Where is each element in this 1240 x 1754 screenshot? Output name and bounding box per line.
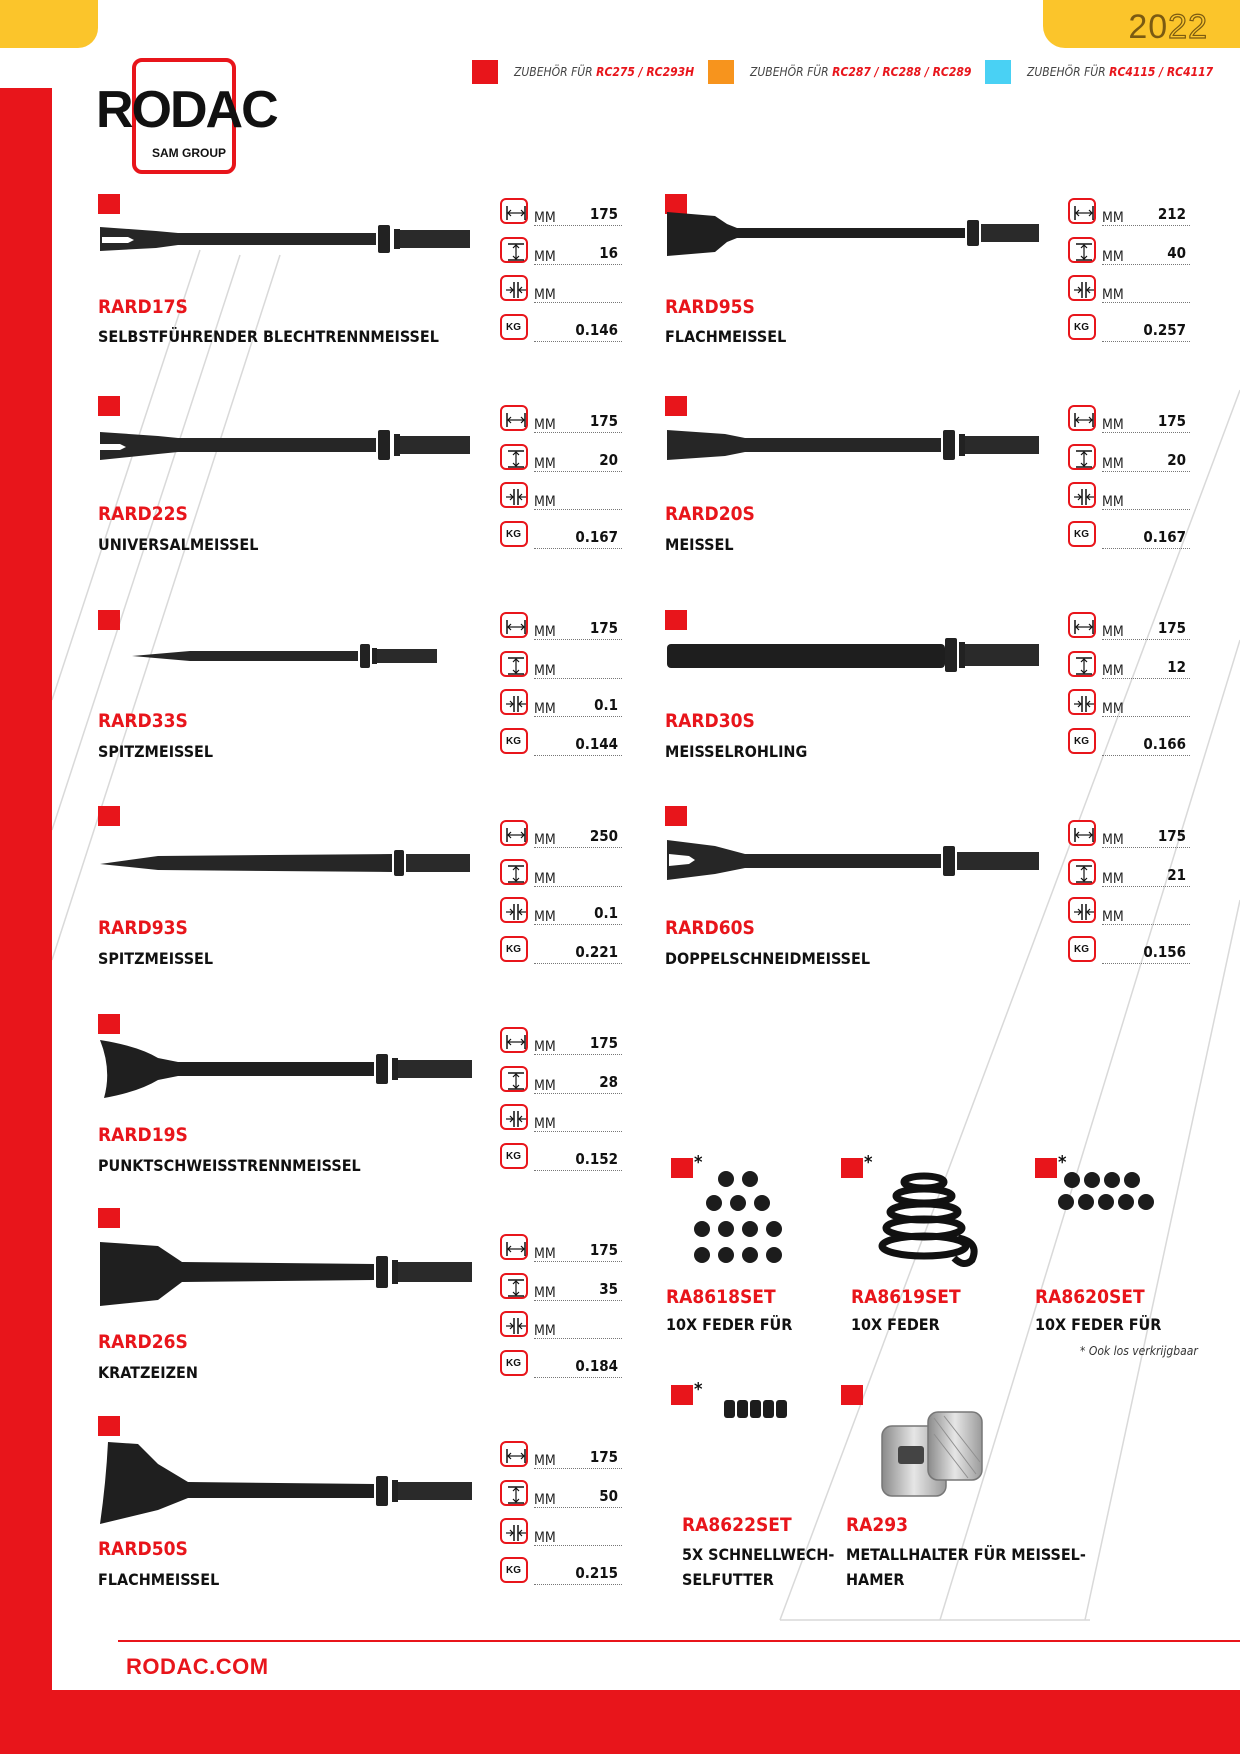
year-tab — [1043, 0, 1240, 48]
accessory-name: 10X FEDER FÜR — [666, 1315, 793, 1334]
accessory-name-line2: SELFUTTER — [682, 1570, 774, 1589]
compat-marker — [98, 1014, 120, 1034]
spec-row-length — [500, 1027, 622, 1057]
spec-value-width: 21 — [1167, 865, 1186, 884]
compat-marker — [98, 806, 120, 826]
dotted-leader — [534, 886, 622, 887]
compat-marker — [98, 610, 120, 630]
spec-unit: MM — [534, 287, 556, 303]
spec-row-length — [1068, 820, 1190, 850]
spec-value-length: 175 — [589, 1448, 618, 1466]
legend-swatch — [472, 60, 498, 84]
weight-icon: KG — [1068, 728, 1096, 754]
product-code: RARD30S — [665, 710, 755, 732]
spec-row-tip — [500, 1104, 622, 1134]
accessory-code: RA293 — [846, 1514, 909, 1536]
spec-row-tip — [500, 275, 622, 305]
spec-value-weight: 0.156 — [1143, 942, 1186, 961]
product-code: RARD93S — [98, 917, 188, 939]
bottom-red-band — [0, 1690, 1240, 1754]
spec-row-tip — [500, 482, 622, 512]
spec-unit: MM — [534, 455, 556, 472]
legend-models: RC287 / RC288 / RC289 — [832, 65, 972, 79]
length-icon — [1068, 612, 1096, 638]
length-icon — [1068, 405, 1096, 431]
dotted-leader — [534, 639, 622, 640]
dotted-leader — [534, 1545, 622, 1546]
spec-value-width: 12 — [1167, 657, 1186, 676]
legend-prefix: ZUBEHÖR FÜR — [750, 65, 833, 79]
spec-row-weight — [1068, 314, 1190, 344]
length-icon — [500, 1027, 528, 1053]
dotted-leader — [1102, 432, 1190, 433]
spec-value-width: 50 — [599, 1486, 618, 1505]
spec-value-length: 175 — [589, 1034, 618, 1052]
width-icon — [500, 1066, 528, 1092]
spec-unit: MM — [534, 662, 556, 679]
spec-unit: MM — [534, 1077, 556, 1094]
spec-row-width — [1068, 237, 1190, 267]
spec-unit: MM — [534, 832, 556, 848]
spec-row-width — [500, 651, 622, 681]
legend-prefix: ZUBEHÖR FÜR — [514, 65, 597, 79]
dotted-leader — [534, 678, 622, 679]
spec-row-length — [500, 405, 622, 435]
spec-row-weight — [500, 936, 622, 966]
tip-icon — [500, 482, 528, 508]
dotted-leader — [1102, 341, 1190, 342]
spec-value-length: 250 — [589, 827, 618, 845]
weight-icon: KG — [500, 1350, 528, 1376]
tip-icon — [1068, 482, 1096, 508]
tool-image-rard60s — [665, 834, 1045, 886]
spec-row-length — [500, 1234, 622, 1264]
product-name: SPITZMEISSEL — [98, 742, 214, 761]
spec-unit: MM — [1102, 210, 1124, 226]
spec-value-width: 20 — [599, 450, 618, 469]
compat-marker — [98, 194, 120, 214]
spec-unit: MM — [534, 909, 556, 925]
width-icon — [500, 237, 528, 263]
spec-row-weight — [500, 728, 622, 758]
spec-unit: MM — [534, 1323, 556, 1339]
legend-swatch — [708, 60, 734, 84]
spec-value-length: 175 — [1157, 619, 1186, 637]
spec-row-width — [500, 237, 622, 267]
accessory-code: RA8622SET — [682, 1514, 792, 1536]
width-icon — [1068, 651, 1096, 677]
spec-value-length: 175 — [1157, 412, 1186, 430]
spec-row-length — [1068, 405, 1190, 435]
tool-image-rard30s — [665, 632, 1045, 678]
dotted-leader — [534, 1338, 622, 1339]
spring-coil-image-ra8619set — [868, 1168, 988, 1276]
legend-prefix: ZUBEHÖR FÜR — [1027, 65, 1110, 79]
compat-marker — [98, 396, 120, 416]
spec-row-tip — [500, 897, 622, 927]
compat-marker — [665, 806, 687, 826]
spec-unit: MM — [534, 248, 556, 265]
dotted-leader — [1102, 639, 1190, 640]
availability-star: * — [1058, 1152, 1067, 1173]
spec-unit: MM — [534, 1491, 556, 1508]
product-name: FLACHMEISSEL — [665, 327, 787, 346]
spec-row-weight — [500, 1350, 622, 1380]
dotted-leader — [534, 1093, 622, 1094]
spec-value-width: 40 — [1167, 243, 1186, 262]
dotted-leader — [1102, 716, 1190, 717]
spec-row-weight — [1068, 728, 1190, 758]
spec-value-length: 212 — [1157, 205, 1186, 223]
dotted-leader — [534, 225, 622, 226]
accessory-code: RA8618SET — [666, 1286, 776, 1308]
length-icon — [500, 198, 528, 224]
tool-image-rard19s — [98, 1036, 478, 1100]
spec-unit: MM — [534, 494, 556, 510]
product-code: RARD22S — [98, 503, 188, 525]
spec-unit: MM — [534, 1453, 556, 1469]
dotted-leader — [534, 716, 622, 717]
compat-marker — [1035, 1158, 1057, 1178]
spec-value-length: 175 — [1157, 827, 1186, 845]
tool-image-rard33s — [130, 636, 450, 676]
spec-row-weight — [500, 314, 622, 344]
spec-row-width — [1068, 651, 1190, 681]
spec-row-length — [500, 198, 622, 228]
dotted-leader — [534, 1507, 622, 1508]
tip-icon — [1068, 689, 1096, 715]
width-icon — [1068, 444, 1096, 470]
tool-image-rard50s — [98, 1438, 478, 1528]
length-icon — [1068, 820, 1096, 846]
spec-unit: MM — [1102, 701, 1124, 717]
dotted-leader — [534, 548, 622, 549]
availability-note: * Ook los verkrijgbaar — [1080, 1344, 1198, 1358]
dotted-leader — [1102, 886, 1190, 887]
spec-value-tip: 0.1 — [594, 696, 618, 714]
spec-row-weight — [500, 1143, 622, 1173]
spec-unit: MM — [1102, 624, 1124, 640]
spec-row-length — [500, 820, 622, 850]
compat-marker — [841, 1158, 863, 1178]
spec-row-width — [500, 444, 622, 474]
compat-marker — [665, 396, 687, 416]
dotted-leader — [534, 755, 622, 756]
width-icon — [500, 651, 528, 677]
left-red-band — [0, 88, 52, 1754]
spec-value-weight: 0.184 — [575, 1356, 618, 1375]
dotted-leader — [534, 264, 622, 265]
spec-row-weight — [500, 521, 622, 551]
dotted-leader — [1102, 225, 1190, 226]
tip-icon — [500, 275, 528, 301]
accessory-code: RA8619SET — [851, 1286, 961, 1308]
tool-image-rard95s — [665, 208, 1045, 264]
product-code: RARD60S — [665, 917, 755, 939]
spec-unit: MM — [1102, 909, 1124, 925]
legend-item-red — [472, 60, 694, 84]
tool-image-rard93s — [98, 840, 478, 886]
dotted-leader — [534, 302, 622, 303]
spec-unit: MM — [534, 1284, 556, 1301]
weight-icon: KG — [500, 521, 528, 547]
product-name: DOPPELSCHNEIDMEISSEL — [665, 949, 870, 968]
compat-marker — [98, 1416, 120, 1436]
spec-unit: MM — [534, 1530, 556, 1546]
accessory-name-line2: HAMER — [846, 1570, 905, 1589]
spec-value-weight: 0.215 — [575, 1563, 618, 1582]
product-name: KRATZEIZEN — [98, 1363, 198, 1382]
dotted-leader — [534, 1054, 622, 1055]
compat-marker — [841, 1385, 863, 1405]
compat-marker — [671, 1385, 693, 1405]
spec-unit: MM — [534, 624, 556, 640]
product-name: PUNKTSCHWEISSTRENNMEISSEL — [98, 1156, 361, 1175]
dotted-leader — [1102, 924, 1190, 925]
logo-subtitle: SAM GROUP — [152, 146, 227, 160]
spec-value-width: 35 — [599, 1279, 618, 1298]
legend-item-cyan — [985, 60, 1213, 84]
spec-value-tip: 0.1 — [594, 904, 618, 922]
product-code: RARD33S — [98, 710, 188, 732]
tip-icon — [1068, 275, 1096, 301]
accessory-name: 10X FEDER — [851, 1315, 940, 1334]
spec-value-length: 175 — [589, 205, 618, 223]
tip-icon — [500, 897, 528, 923]
spec-row-width — [1068, 444, 1190, 474]
spec-row-tip — [500, 689, 622, 719]
spec-value-weight: 0.144 — [575, 734, 618, 753]
spec-row-weight — [1068, 936, 1190, 966]
tip-icon — [500, 1518, 528, 1544]
weight-icon: KG — [500, 1557, 528, 1583]
spec-row-width — [500, 859, 622, 889]
product-code: RARD17S — [98, 296, 188, 318]
spec-unit: MM — [534, 870, 556, 887]
accessory-name-line1: METALLHALTER FÜR MEISSEL- — [846, 1545, 1086, 1564]
dotted-leader — [1102, 678, 1190, 679]
spec-unit: MM — [534, 1039, 556, 1055]
tool-image-rard22s — [98, 422, 478, 468]
product-name: SELBSTFÜHRENDER BLECHTRENNMEISSEL — [98, 327, 439, 346]
length-icon — [500, 1441, 528, 1467]
dotted-leader — [534, 1261, 622, 1262]
spec-row-width — [500, 1480, 622, 1510]
spec-row-tip — [1068, 275, 1190, 305]
dotted-leader — [534, 509, 622, 510]
dotted-leader — [534, 471, 622, 472]
dotted-leader — [534, 1300, 622, 1301]
dotted-leader — [1102, 264, 1190, 265]
spec-row-length — [500, 1441, 622, 1471]
tip-icon — [500, 689, 528, 715]
tip-icon — [500, 1311, 528, 1337]
dotted-leader — [1102, 471, 1190, 472]
dotted-leader — [1102, 847, 1190, 848]
spec-row-width — [1068, 859, 1190, 889]
legend-swatch — [985, 60, 1011, 84]
weight-icon: KG — [1068, 314, 1096, 340]
spec-row-tip — [500, 1518, 622, 1548]
dotted-leader — [534, 1170, 622, 1171]
spec-value-width: 20 — [1167, 450, 1186, 469]
availability-star: * — [694, 1152, 703, 1173]
length-icon — [1068, 198, 1096, 224]
spec-row-weight — [1068, 521, 1190, 551]
product-name: UNIVERSALMEISSEL — [98, 535, 259, 554]
weight-icon: KG — [500, 314, 528, 340]
rodac-logo — [96, 56, 280, 178]
length-icon — [500, 1234, 528, 1260]
compat-marker — [665, 610, 687, 630]
tool-image-rard17s — [98, 215, 478, 261]
dotted-leader — [1102, 548, 1190, 549]
spec-row-width — [500, 1273, 622, 1303]
spec-row-width — [500, 1066, 622, 1096]
width-icon — [1068, 237, 1096, 263]
spec-value-length: 175 — [589, 1241, 618, 1259]
tip-icon — [1068, 897, 1096, 923]
spec-unit: MM — [1102, 662, 1124, 679]
spec-value-length: 175 — [589, 412, 618, 430]
spec-row-tip — [500, 1311, 622, 1341]
spec-unit: MM — [534, 210, 556, 226]
accessory-code: RA8620SET — [1035, 1286, 1145, 1308]
weight-icon: KG — [1068, 521, 1096, 547]
footer-divider — [118, 1640, 1240, 1642]
accessory-name-line1: 5X SCHNELLWECH- — [682, 1545, 835, 1564]
width-icon — [1068, 859, 1096, 885]
weight-icon: KG — [500, 728, 528, 754]
spec-value-weight: 0.166 — [1143, 734, 1186, 753]
spec-row-length — [1068, 612, 1190, 642]
accessory-name: 10X FEDER FÜR — [1035, 1315, 1162, 1334]
length-icon — [500, 405, 528, 431]
spec-row-tip — [1068, 482, 1190, 512]
length-icon — [500, 612, 528, 638]
dotted-leader — [534, 1377, 622, 1378]
spec-row-weight — [500, 1557, 622, 1587]
springs-image-ra8620set — [1058, 1168, 1164, 1220]
spec-value-weight: 0.152 — [575, 1149, 618, 1168]
dotted-leader — [534, 1131, 622, 1132]
tool-image-rard20s — [665, 422, 1045, 468]
corner-tab-left — [0, 0, 98, 48]
spec-value-weight: 0.167 — [575, 527, 618, 546]
spec-value-weight: 0.257 — [1143, 320, 1186, 339]
dotted-leader — [534, 432, 622, 433]
product-name: SPITZMEISSEL — [98, 949, 214, 968]
dotted-leader — [1102, 755, 1190, 756]
weight-icon: KG — [1068, 936, 1096, 962]
spec-unit: MM — [534, 1116, 556, 1132]
spec-unit: MM — [1102, 494, 1124, 510]
spec-value-weight: 0.167 — [1143, 527, 1186, 546]
availability-star: * — [694, 1379, 703, 1400]
width-icon — [500, 1273, 528, 1299]
chucks-image-ra8622set — [722, 1398, 792, 1420]
legend-models: RC275 / RC293H — [596, 65, 695, 79]
spec-value-width: 16 — [599, 243, 618, 262]
spec-unit: MM — [534, 701, 556, 717]
spec-value-weight: 0.221 — [575, 942, 618, 961]
dotted-leader — [534, 341, 622, 342]
logo-text: RODAC — [96, 81, 277, 139]
spec-row-tip — [1068, 689, 1190, 719]
dotted-leader — [534, 963, 622, 964]
product-code: RARD50S — [98, 1538, 188, 1560]
spec-unit: MM — [1102, 287, 1124, 303]
tip-icon — [500, 1104, 528, 1130]
retainer-image-ra293 — [872, 1406, 992, 1502]
spec-unit: MM — [534, 417, 556, 433]
product-code: RARD20S — [665, 503, 755, 525]
dotted-leader — [1102, 963, 1190, 964]
width-icon — [500, 444, 528, 470]
length-icon — [500, 820, 528, 846]
spec-value-weight: 0.146 — [575, 320, 618, 339]
availability-star: * — [864, 1152, 873, 1173]
spec-row-tip — [1068, 897, 1190, 927]
legend-item-orange — [708, 60, 971, 84]
year-label: 2022 — [1128, 8, 1208, 46]
spec-value-width: 28 — [599, 1072, 618, 1091]
spec-unit: MM — [1102, 417, 1124, 433]
compat-marker — [98, 1208, 120, 1228]
legend-models: RC4115 / RC4117 — [1109, 65, 1214, 79]
dotted-leader — [534, 1584, 622, 1585]
spec-unit: MM — [1102, 248, 1124, 265]
width-icon — [500, 859, 528, 885]
springs-image-ra8618set — [690, 1165, 800, 1277]
dotted-leader — [534, 1468, 622, 1469]
spec-unit: MM — [534, 1246, 556, 1262]
product-code: RARD19S — [98, 1124, 188, 1146]
dotted-leader — [534, 924, 622, 925]
product-code: RARD95S — [665, 296, 755, 318]
spec-unit: MM — [1102, 870, 1124, 887]
footer-url[interactable]: RODAC.COM — [126, 1654, 269, 1679]
dotted-leader — [1102, 302, 1190, 303]
product-name: MEISSEL — [665, 535, 734, 554]
weight-icon: KG — [500, 1143, 528, 1169]
product-code: RARD26S — [98, 1331, 188, 1353]
dotted-leader — [1102, 509, 1190, 510]
product-name: FLACHMEISSEL — [98, 1570, 220, 1589]
spec-value-length: 175 — [589, 619, 618, 637]
weight-icon: KG — [500, 936, 528, 962]
spec-unit: MM — [1102, 455, 1124, 472]
spec-unit: MM — [1102, 832, 1124, 848]
spec-row-length — [500, 612, 622, 642]
dotted-leader — [534, 847, 622, 848]
product-name: MEISSELROHLING — [665, 742, 808, 761]
tool-image-rard26s — [98, 1240, 478, 1310]
spec-row-length — [1068, 198, 1190, 228]
width-icon — [500, 1480, 528, 1506]
